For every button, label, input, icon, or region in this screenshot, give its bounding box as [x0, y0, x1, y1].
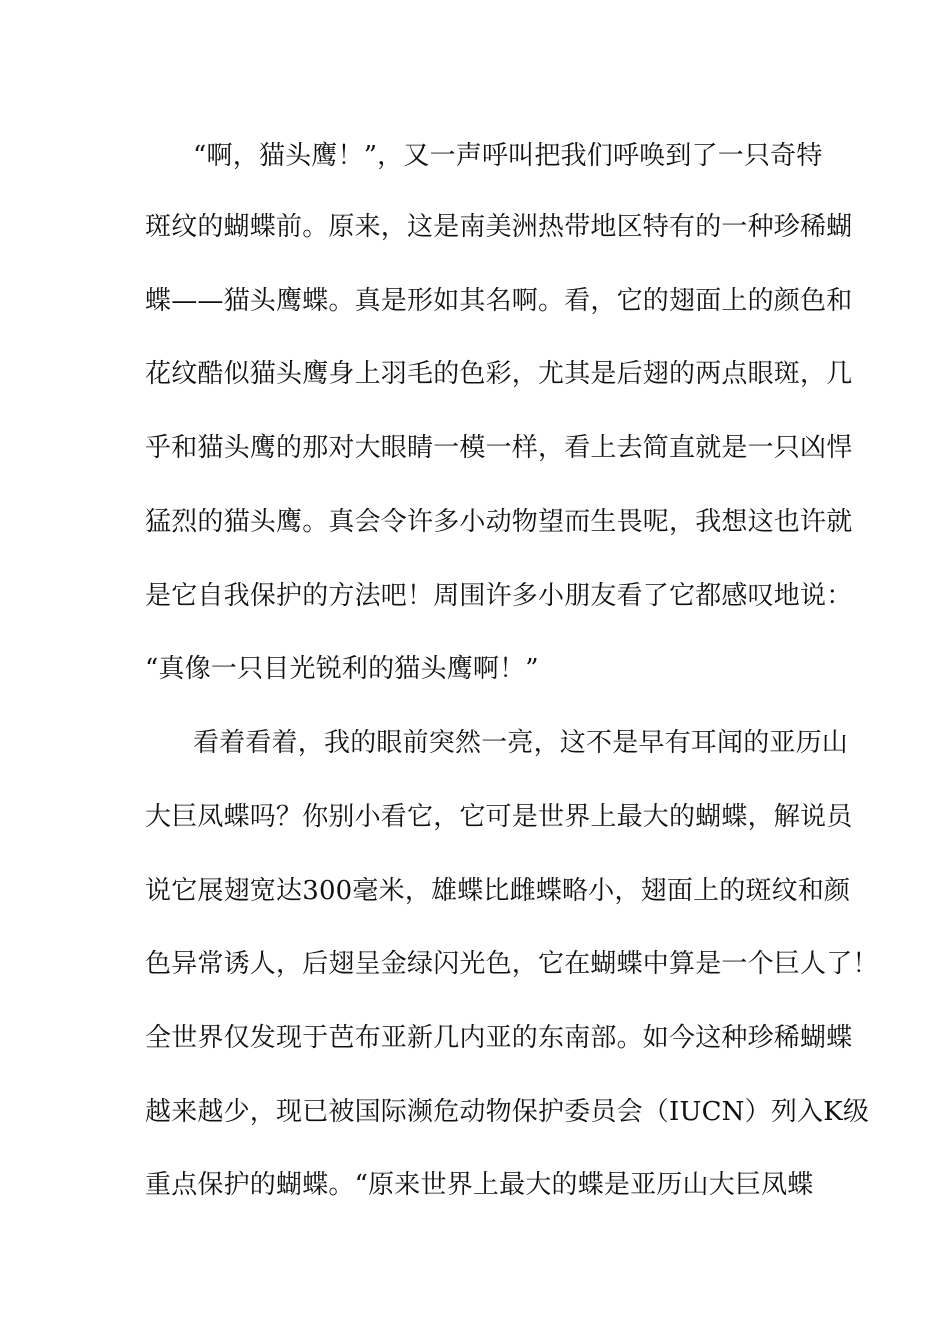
paragraph-2-line-3: 说它展翅宽达300毫米，雄蝶比雌蝶略小，翅面上的斑纹和颜 [145, 876, 851, 906]
paragraph-1-line-7: 是它自我保护的方法吧！周围许多小朋友看了它都感叹地说： [145, 581, 853, 611]
paragraph-1-line-4: 花纹酷似猫头鹰身上羽毛的色彩，尤其是后翅的两点眼斑，几 [145, 359, 853, 389]
paragraph-2-line-4: 色异常诱人，后翅呈金绿闪光色，它在蝴蝶中算是一个巨人了！ [145, 949, 879, 979]
paragraph-1-line-1: “啊，猫头鹰！”，又一声呼叫把我们呼唤到了一只奇特 [193, 141, 823, 171]
paragraph-1-line-6: 猛烈的猫头鹰。真会令许多小动物望而生畏呢，我想这也许就 [145, 507, 853, 537]
paragraph-1-line-3: 蝶——猫头鹰蝶。真是形如其名啊。看，它的翅面上的颜色和 [145, 286, 853, 316]
paragraph-2-line-2: 大巨凤蝶吗？你别小看它，它可是世界上最大的蝴蝶，解说员 [145, 802, 853, 832]
paragraph-2-line-6: 越来越少，现已被国际濒危动物保护委员会（IUCN）列入K级 [145, 1097, 870, 1127]
paragraph-2-line-7: 重点保护的蝴蝶。“原来世界上最大的蝶是亚历山大巨凤蝶 [145, 1170, 814, 1200]
paragraph-2-line-5: 全世界仅发现于芭布亚新几内亚的东南部。如今这种珍稀蝴蝶 [145, 1023, 853, 1053]
paragraph-2-line-1: 看着看着，我的眼前突然一亮，这不是早有耳闻的亚历山 [193, 728, 849, 758]
paragraph-1-line-2: 斑纹的蝴蝶前。原来，这是南美洲热带地区特有的一种珍稀蝴 [145, 212, 853, 242]
paragraph-1-line-5: 乎和猫头鹰的那对大眼睛一模一样，看上去简直就是一只凶悍 [145, 433, 853, 463]
paragraph-1-line-8: “真像一只目光锐利的猫头鹰啊！” [145, 654, 539, 684]
